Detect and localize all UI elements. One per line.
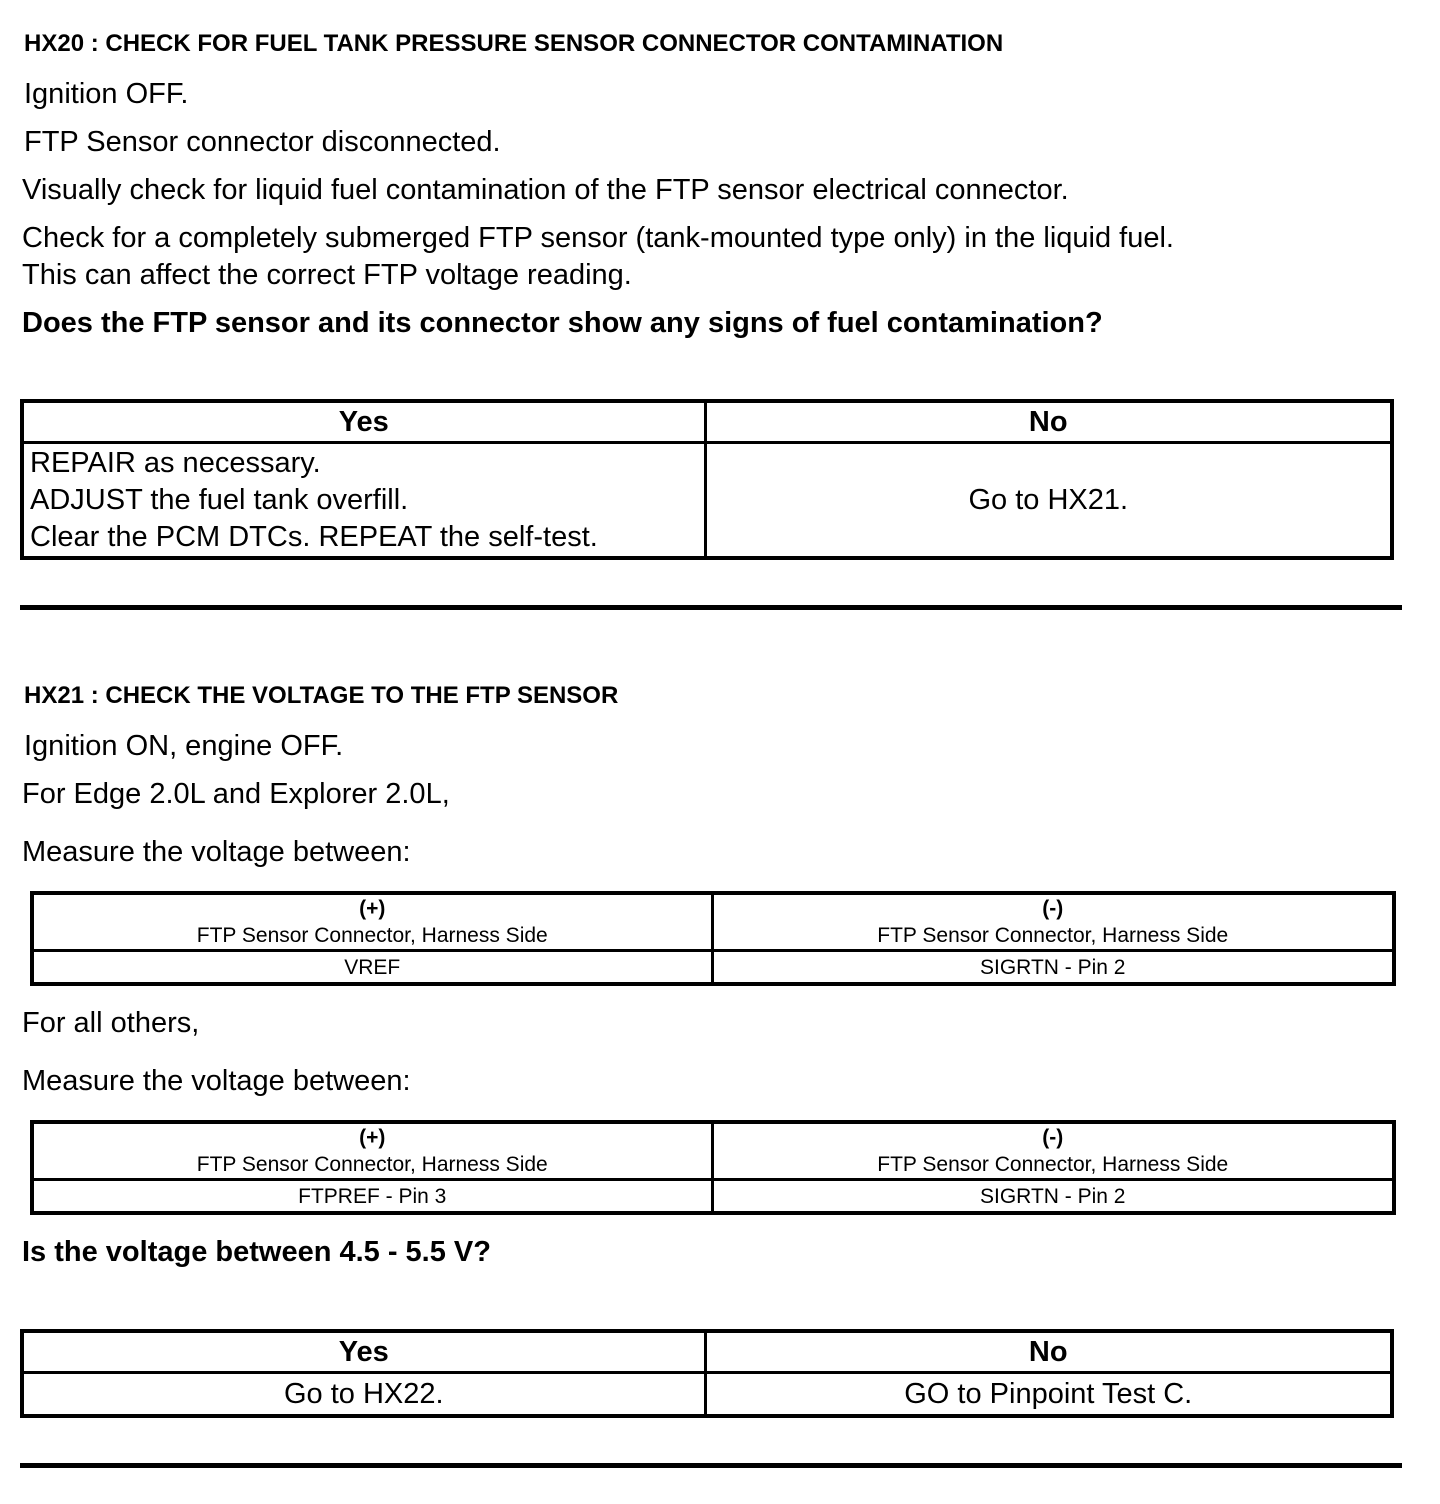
positive-sign: (+) [359,897,386,920]
section-divider [20,605,1402,610]
hx21-step-1: Ignition ON, engine OFF. [24,730,344,762]
hx20-step-4: Check for a completely submerged FTP sensor (tank-mounted type only) in the liquid fuel. [22,222,1174,254]
yes-action-cell [22,443,705,559]
hx20-result-table [20,399,1394,560]
negative-sign: (-) [1042,897,1064,920]
hx21-step-2: For Edge 2.0L and Explorer 2.0L, [22,778,450,810]
hx20-heading: HX20 : CHECK FOR FUEL TANK PRESSURE SENSOR CONNECTOR CONTAMINATION [24,30,1004,57]
no-action-cell: GO to Pinpoint Test C. [705,1373,1392,1417]
negative-lead-header [712,893,1394,951]
negative-lead-header [712,1122,1394,1180]
no-header: No [705,1331,1392,1373]
yes-action-line: REPAIR as necessary. [30,446,321,479]
yes-action-line: ADJUST the fuel tank overfill. [30,483,409,516]
hx20-question: Does the FTP sensor and its connector show any signs of fuel contamination? [22,307,1103,339]
positive-lead-header [32,893,712,951]
yes-header: Yes [22,401,705,443]
positive-lead-label: FTP Sensor Connector, Harness Side [196,924,548,947]
positive-lead-value: FTPREF - Pin 3 [32,1180,712,1214]
measurement-table-others [30,1120,1396,1215]
hx20-step-3: Visually check for liquid fuel contamination of the FTP sensor electrical connector. [22,174,1069,206]
yes-action-line: Clear the PCM DTCs. REPEAT the self-test. [30,520,598,553]
no-action-cell: Go to HX21. [705,443,1392,559]
hx21-result-table [20,1329,1394,1418]
section-divider [20,1463,1402,1468]
hx21-measure-2: Measure the voltage between: [22,1065,411,1097]
negative-sign: (-) [1042,1126,1064,1149]
negative-lead-label: FTP Sensor Connector, Harness Side [877,1153,1229,1176]
negative-lead-value: SIGRTN - Pin 2 [712,1180,1394,1214]
positive-lead-value: VREF [32,951,712,985]
positive-lead-label: FTP Sensor Connector, Harness Side [196,1153,548,1176]
yes-header: Yes [22,1331,705,1373]
hx20-step-1: Ignition OFF. [24,78,189,110]
positive-lead-header [32,1122,712,1180]
measurement-table-edge-explorer [30,891,1396,986]
hx21-step-3: Measure the voltage between: [22,836,411,868]
hx20-step-5: This can affect the correct FTP voltage reading. [22,259,632,291]
hx21-others: For all others, [22,1007,200,1039]
hx20-step-2: FTP Sensor connector disconnected. [24,126,501,158]
hx21-question: Is the voltage between 4.5 - 5.5 V? [22,1236,491,1268]
yes-action-cell: Go to HX22. [22,1373,705,1417]
positive-sign: (+) [359,1126,386,1149]
hx21-heading: HX21 : CHECK THE VOLTAGE TO THE FTP SENSOR [24,682,619,709]
negative-lead-value: SIGRTN - Pin 2 [712,951,1394,985]
no-header: No [705,401,1392,443]
negative-lead-label: FTP Sensor Connector, Harness Side [877,924,1229,947]
